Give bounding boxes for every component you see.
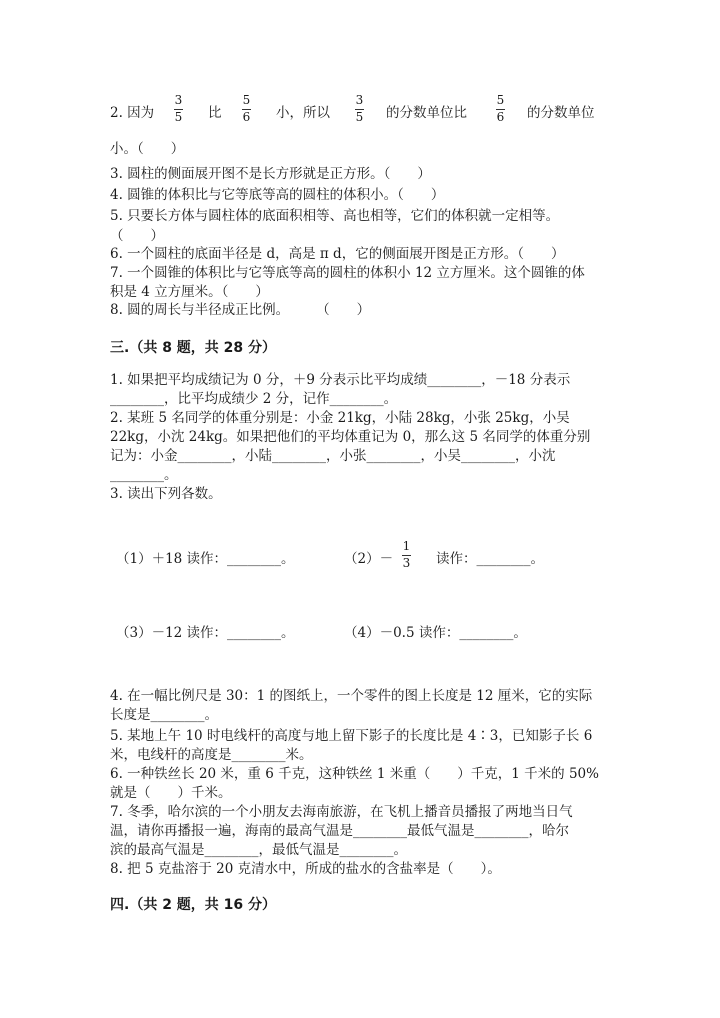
question-line: 7. 冬季，哈尔滨的一个小朋友去海南旅游，在飞机上播音员播报了两地当日气 — [110, 804, 573, 820]
question-line: 6. 一种铁丝长 20 米，重 6 千克，这种铁丝 1 米重（ ）千克，1 千米的 50% — [110, 766, 599, 782]
fraction-denominator: 5 — [355, 110, 364, 124]
question-line: 3. 读出下列各数。 — [110, 486, 222, 502]
question-line: 温，请你再播报一遍，海南的最高气温是________最低气温是________，哈尔 — [110, 823, 569, 839]
question-line: 滨的最高气温是________，最低气温是________。 — [110, 842, 407, 858]
question-line: ________。 — [110, 467, 178, 483]
question-line: 4. 圆锥的体积比与它等底等高的圆柱的体积小。（ ） — [110, 187, 445, 203]
q2-text-1: 2. 因为 — [110, 105, 155, 121]
q2-text-6: 小。（ ） — [110, 141, 185, 157]
question-line: 6. 一个圆柱的底面半径是 d，高是 π d，它的侧面展开图是正方形。（ ） — [110, 246, 565, 262]
read-item-4: （4）－0.5 读作：________。 — [344, 625, 527, 641]
fraction-numerator: 1 — [402, 539, 411, 553]
read-item-1: （1）＋18 读作：________。 — [116, 551, 295, 567]
fraction-numerator: 5 — [242, 93, 251, 107]
question-line: 记为：小金________，小陆________，小张________，小吴________，小沈 — [110, 448, 556, 464]
fraction — [402, 540, 411, 570]
fraction-numerator: 3 — [355, 93, 364, 107]
fraction-denominator: 3 — [402, 556, 411, 570]
question-line: 3. 圆柱的侧面展开图不是长方形就是正方形。（ ） — [110, 166, 431, 182]
question-line: 5. 某地上午 10 时电线杆的高度与地上留下影子的长度比是 4∶3，已知影子长 6 — [110, 728, 593, 744]
question-line: 积是 4 立方厘米。（ ） — [110, 284, 269, 300]
fraction — [496, 94, 505, 124]
section-3-title: 三.（共 8 题，共 28 分） — [110, 340, 277, 356]
question-line: 4. 在一幅比例尺是 30：1 的图纸上，一个零件的图上长度是 12 厘米，它的实际 — [110, 688, 593, 704]
question-line: 7. 一个圆锥的体积比与它等底等高的圆柱的体积小 12 立方厘米。这个圆锥的体 — [110, 265, 585, 281]
question-line: 1. 如果把平均成绩记为 0 分，＋9 分表示比平均成绩________，－18 分表示 — [110, 372, 571, 388]
question-line: 22kg，小沈 24kg。如果把他们的平均体重记为 0，那么这 5 名同学的体重分别 — [110, 429, 591, 445]
read-item-3: （3）－12 读作：________。 — [116, 625, 295, 641]
section-4-title: 四.（共 2 题，共 16 分） — [110, 897, 277, 913]
fraction-numerator: 3 — [174, 93, 183, 107]
question-line: 就是（ ）千米。 — [110, 785, 232, 801]
fraction-denominator: 5 — [174, 110, 183, 124]
q2-text-3: 小，所以 — [276, 105, 330, 121]
fraction — [355, 94, 364, 124]
fraction — [242, 94, 251, 124]
read-item-2-prefix: （2）－ — [344, 551, 394, 567]
fraction-denominator: 6 — [496, 110, 505, 124]
fraction-numerator: 5 — [496, 93, 505, 107]
question-line: 长度是________。 — [110, 707, 218, 723]
question-line: 8. 圆的周长与半径成正比例。 （ ） — [110, 302, 371, 318]
question-line: （ ） — [110, 228, 164, 244]
fraction-denominator: 6 — [242, 110, 251, 124]
question-line: 8. 把 5 克盐溶于 20 克清水中，所成的盐水的含盐率是（ ）。 — [110, 861, 501, 877]
q2-text-4: 的分数单位比 — [386, 105, 467, 121]
question-line: 米，电线杆的高度是________米。 — [110, 747, 313, 763]
question-line: ________，比平均成绩少 2 分，记作________。 — [110, 391, 398, 407]
question-line: 2. 某班 5 名同学的体重分别是：小金 21kg，小陆 28kg，小张 25kg，小吴 — [110, 410, 570, 426]
read-item-2-suffix: 读作：________。 — [436, 551, 544, 567]
fraction — [174, 94, 183, 124]
q2-text-5: 的分数单位 — [527, 105, 595, 121]
question-line: 5. 只要长方体与圆柱体的底面积相等、高也相等，它们的体积就一定相等。 — [110, 208, 560, 224]
q2-text-2: 比 — [208, 105, 222, 121]
